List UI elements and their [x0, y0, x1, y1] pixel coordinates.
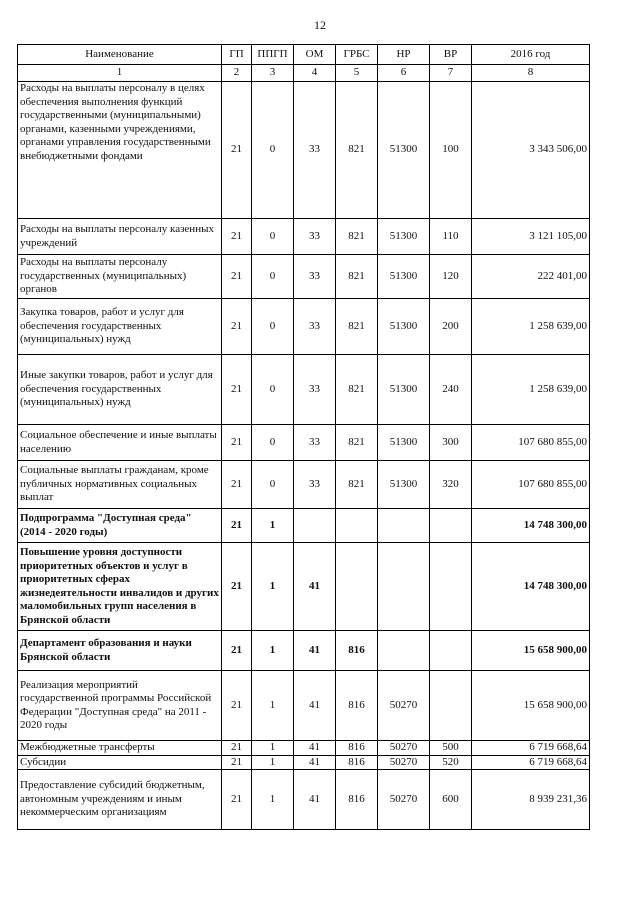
row-ppgp-cell: 0: [252, 255, 294, 299]
row-gp-cell: 21: [222, 299, 252, 355]
header-cell: ВР: [430, 45, 472, 65]
row-ppgp-cell: 1: [252, 543, 294, 631]
row-nr-cell: 50270: [378, 770, 430, 830]
row-ppgp-cell: 1: [252, 741, 294, 756]
row-om-cell: 41: [294, 671, 336, 741]
row-grbs-cell: 821: [336, 82, 378, 219]
table-row: [18, 543, 590, 631]
row-vr-cell: 520: [430, 755, 472, 770]
numbering-cell: 2: [222, 65, 252, 82]
row-amount-cell: 14 748 300,00: [472, 543, 590, 631]
numbering-cell: 7: [430, 65, 472, 82]
row-ppgp-cell: 1: [252, 755, 294, 770]
table-row: [18, 355, 590, 425]
numbering-cell: 8: [472, 65, 590, 82]
row-gp-cell: 21: [222, 461, 252, 509]
row-grbs-cell: 816: [336, 671, 378, 741]
table-row: [18, 461, 590, 509]
row-vr-cell: [430, 543, 472, 631]
row-vr-cell: 200: [430, 299, 472, 355]
numbering-cell: 4: [294, 65, 336, 82]
row-ppgp-cell: 0: [252, 425, 294, 461]
row-name-cell: Закупка товаров, работ и услуг для обеспечения государственных (муниципальных) нужд: [18, 299, 222, 355]
row-name-cell: Расходы на выплаты персоналу государственных (муниципальных) органов: [18, 255, 222, 299]
row-vr-cell: 100: [430, 82, 472, 219]
row-vr-cell: [430, 671, 472, 741]
row-name-cell: Социальные выплаты гражданам, кроме публичных нормативных социальных выплат: [18, 461, 222, 509]
budget-table: [17, 44, 590, 830]
row-nr-cell: 51300: [378, 425, 430, 461]
row-amount-cell: 107 680 855,00: [472, 461, 590, 509]
row-name-cell: Субсидии: [18, 755, 222, 770]
row-ppgp-cell: 0: [252, 355, 294, 425]
table-row: [18, 741, 590, 756]
row-grbs-cell: 816: [336, 631, 378, 671]
row-name-cell: Реализация мероприятий государственной программы Российской Федерации "Доступная среда" на 2011 - 2020 годы: [18, 671, 222, 741]
row-om-cell: 41: [294, 543, 336, 631]
row-name-cell: Межбюджетные трансферты: [18, 741, 222, 756]
row-vr-cell: [430, 631, 472, 671]
row-ppgp-cell: 1: [252, 671, 294, 741]
row-vr-cell: 320: [430, 461, 472, 509]
row-nr-cell: 50270: [378, 671, 430, 741]
row-nr-cell: [378, 631, 430, 671]
row-nr-cell: 51300: [378, 255, 430, 299]
row-gp-cell: 21: [222, 425, 252, 461]
row-nr-cell: 51300: [378, 219, 430, 255]
row-amount-cell: 107 680 855,00: [472, 425, 590, 461]
row-grbs-cell: 821: [336, 299, 378, 355]
row-vr-cell: 240: [430, 355, 472, 425]
header-cell: ППГП: [252, 45, 294, 65]
row-gp-cell: 21: [222, 671, 252, 741]
row-amount-cell: 222 401,00: [472, 255, 590, 299]
row-om-cell: 41: [294, 741, 336, 756]
numbering-cell: 5: [336, 65, 378, 82]
table-row: [18, 425, 590, 461]
row-nr-cell: [378, 543, 430, 631]
row-amount-cell: 1 258 639,00: [472, 355, 590, 425]
numbering-cell: 3: [252, 65, 294, 82]
row-gp-cell: 21: [222, 755, 252, 770]
row-ppgp-cell: 0: [252, 461, 294, 509]
row-amount-cell: 14 748 300,00: [472, 509, 590, 543]
row-om-cell: 33: [294, 255, 336, 299]
row-ppgp-cell: 0: [252, 82, 294, 219]
numbering-row: [18, 65, 590, 82]
row-amount-cell: 8 939 231,36: [472, 770, 590, 830]
row-nr-cell: [378, 509, 430, 543]
row-grbs-cell: [336, 509, 378, 543]
row-name-cell: Расходы на выплаты персоналу казенных учреждений: [18, 219, 222, 255]
row-gp-cell: 21: [222, 255, 252, 299]
row-gp-cell: 21: [222, 770, 252, 830]
row-nr-cell: 51300: [378, 82, 430, 219]
row-amount-cell: 6 719 668,64: [472, 741, 590, 756]
row-om-cell: 33: [294, 425, 336, 461]
row-om-cell: 33: [294, 219, 336, 255]
row-amount-cell: 1 258 639,00: [472, 299, 590, 355]
table-row: [18, 631, 590, 671]
row-nr-cell: 51300: [378, 299, 430, 355]
table-row: [18, 82, 590, 219]
row-nr-cell: 50270: [378, 741, 430, 756]
row-om-cell: 41: [294, 770, 336, 830]
header-cell: НР: [378, 45, 430, 65]
table-row: [18, 671, 590, 741]
row-grbs-cell: 821: [336, 425, 378, 461]
row-amount-cell: 6 719 668,64: [472, 755, 590, 770]
row-grbs-cell: 821: [336, 355, 378, 425]
row-nr-cell: 50270: [378, 755, 430, 770]
header-cell: 2016 год: [472, 45, 590, 65]
numbering-cell: 1: [18, 65, 222, 82]
row-gp-cell: 21: [222, 509, 252, 543]
row-name-cell: Департамент образования и науки Брянской области: [18, 631, 222, 671]
row-name-cell: Социальное обеспечение и иные выплаты населению: [18, 425, 222, 461]
table-row: [18, 509, 590, 543]
row-nr-cell: 51300: [378, 355, 430, 425]
row-name-cell: Подпрограмма "Доступная среда" (2014 - 2020 годы): [18, 509, 222, 543]
row-vr-cell: 500: [430, 741, 472, 756]
row-gp-cell: 21: [222, 543, 252, 631]
row-vr-cell: 300: [430, 425, 472, 461]
row-om-cell: [294, 509, 336, 543]
row-om-cell: 33: [294, 461, 336, 509]
row-grbs-cell: 816: [336, 770, 378, 830]
row-vr-cell: 600: [430, 770, 472, 830]
row-grbs-cell: 821: [336, 461, 378, 509]
numbering-cell: 6: [378, 65, 430, 82]
row-name-cell: Предоставление субсидий бюджетным, автономным учреждениям и иным некоммерческим организациям: [18, 770, 222, 830]
table-body: [18, 82, 590, 830]
row-amount-cell: 3 121 105,00: [472, 219, 590, 255]
page-number: 12: [314, 18, 326, 32]
row-amount-cell: 15 658 900,00: [472, 671, 590, 741]
row-vr-cell: 120: [430, 255, 472, 299]
row-gp-cell: 21: [222, 631, 252, 671]
row-amount-cell: 3 343 506,00: [472, 82, 590, 219]
row-vr-cell: 110: [430, 219, 472, 255]
table-row: [18, 299, 590, 355]
row-om-cell: 33: [294, 355, 336, 425]
row-grbs-cell: 816: [336, 755, 378, 770]
row-om-cell: 41: [294, 755, 336, 770]
header-cell: ГП: [222, 45, 252, 65]
row-ppgp-cell: 0: [252, 219, 294, 255]
row-amount-cell: 15 658 900,00: [472, 631, 590, 671]
row-om-cell: 33: [294, 82, 336, 219]
header-cell: ГРБС: [336, 45, 378, 65]
row-grbs-cell: [336, 543, 378, 631]
row-name-cell: Повышение уровня доступности приоритетных объектов и услуг в приоритетных сферах жизнедеятельности инвалидов и других маломобильных групп населения в Брянской области: [18, 543, 222, 631]
row-ppgp-cell: 1: [252, 631, 294, 671]
row-name-cell: Расходы на выплаты персоналу в целях обеспечения выполнения функций государственными (муниципальными) органами, казенными учреждениями, органами управления государственными внебюджетными фондами: [18, 82, 222, 219]
row-grbs-cell: 821: [336, 255, 378, 299]
row-gp-cell: 21: [222, 741, 252, 756]
table-row: [18, 255, 590, 299]
row-name-cell: Иные закупки товаров, работ и услуг для обеспечения государственных (муниципальных) нужд: [18, 355, 222, 425]
header-cell: ОМ: [294, 45, 336, 65]
row-nr-cell: 51300: [378, 461, 430, 509]
header-row: [18, 45, 590, 65]
row-gp-cell: 21: [222, 82, 252, 219]
row-grbs-cell: 816: [336, 741, 378, 756]
row-ppgp-cell: 1: [252, 509, 294, 543]
row-vr-cell: [430, 509, 472, 543]
table-row: [18, 770, 590, 830]
header-cell: Наименование: [18, 45, 222, 65]
row-gp-cell: 21: [222, 355, 252, 425]
table-row: [18, 219, 590, 255]
row-gp-cell: 21: [222, 219, 252, 255]
row-ppgp-cell: 1: [252, 770, 294, 830]
row-om-cell: 33: [294, 299, 336, 355]
row-om-cell: 41: [294, 631, 336, 671]
row-ppgp-cell: 0: [252, 299, 294, 355]
table-row: [18, 755, 590, 770]
row-grbs-cell: 821: [336, 219, 378, 255]
